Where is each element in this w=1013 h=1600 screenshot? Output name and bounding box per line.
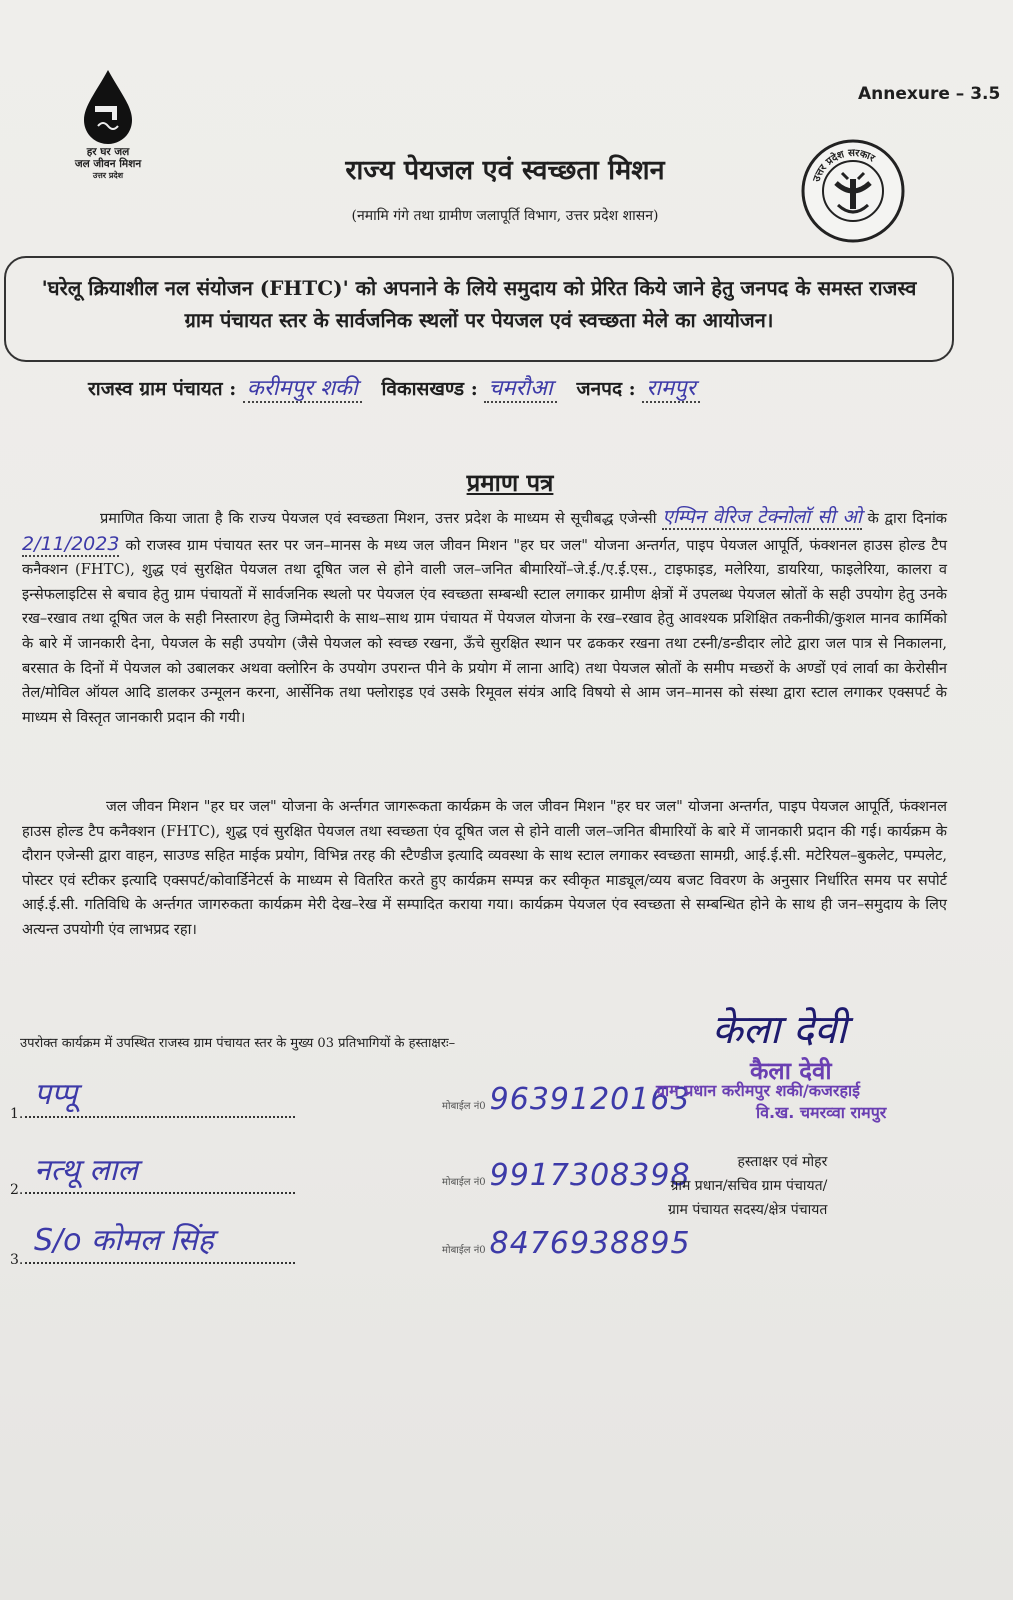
para1-rest: को राजस्व ग्राम पंचायत स्तर पर जन–मानस के मध्य जल जीवन मिशन "हर घर जल" योजना अन्तर्गत, पाइप पेयजल आपूर्ति, फंक्शनल हाउस होल्ड टैप कनैक्शन (FHTC), शुद्ध एवं सुरक्षित पेयजल तथा दूषित जल से होने वाली जल–जनित बीमारियों–जे.ई./ए.ई.एस., टाइफाइड, मलेरिया, डायरिया, फाइलेरिया, कालरा व इन्सेफलाइटिस से बचाव हेतु ग्राम पंचायतों में सार्वजनिक स्थलो पर पेयजल एंव स्वच्छता सम्बन्धी स्टाल लगाकर ग्रामीण क्षेत्रों में उपलब्ध पेयजल स्रोतों के सही उपयोग हेतु उनके रख–रखाव तथा दूषित जल के सही निस्तारण हेतु जिम्मेदारी के साथ–साथ ग्राम पंचायत में पेयजल योजना के रख–रखाव हेतु आवश्यक प्रशिक्षित तकनीकी/कुशल मानव कार्मिको के बारे में जानकारी देना, पेयजल के सही उपयोग (जैसे पेयजल को स्वच्छ रखना, ऊँचे सुरक्षित स्थान पर ढककर रखना तथा टस्नी/डन्डीदार लोटे द्वारा जल पात्र से निकालना, बरसात के दिनों में पेयजल को उबालकर अथवा क्लोरिन के उपयोग उपरान्त पीने के प्रयोग में लाना आदि) तथा पेयजल स्रोतों के समीप मच्छरों के अण्डों एवं लार्वा का केरोसीन तेल/मोविल ऑयल आदि डालकर उन्मूलन करना, आर्सेनिक तथा फ्लोराइड एवं उसके रिमूवल संयंत्र आदि विषयो से आम जन–मानस को संस्था द्वारा स्टाल लगाकर एक्सपर्ट के माध्यम से विस्तृत जानकारी प्रदान की गयी। xyxy=(22,536,947,726)
mobile-value: 8476938895 xyxy=(489,1226,691,1261)
event-date: 2/11/2023 xyxy=(22,532,120,555)
participant-signature-1 xyxy=(10,1077,295,1122)
emblem-text: उत्तर प्रदेश सरकार xyxy=(811,147,877,184)
certificate-paragraph-1 xyxy=(22,505,947,730)
signatory-line-3: ग्राम पंचायत सदस्य/क्षेत्र पंचायत xyxy=(668,1202,828,1218)
event-banner xyxy=(4,256,954,362)
block-value: चमरौआ xyxy=(484,376,556,403)
certificate-heading: प्रमाण पत्र xyxy=(466,468,554,497)
participant-name: पप्पू xyxy=(34,1077,78,1112)
mobile-value: 9639120163 xyxy=(489,1082,691,1117)
block-label: विकासखण्ड : xyxy=(381,378,478,400)
har-ghar-jal-logo xyxy=(58,66,158,186)
participants-note: उपरोक्त कार्यक्रम में उपस्थित राजस्व ग्राम पंचायत स्तर के मुख्य 03 प्रतिभागियों के हस्ताक्षरः– xyxy=(20,1036,456,1051)
participant-name: S/o कोमल सिंह xyxy=(34,1223,214,1258)
mobile-value: 9917308398 xyxy=(489,1158,691,1193)
banner-text: 'घरेलू क्रियाशील नल संयोजन (FHTC)' को अपनाने के लिये समुदाय को प्रेरित किये जाने हेतु जनपद के समस्त राजस्व ग्राम पंचायत स्तर के सार्वजनिक स्थलों पर पेयजल एवं स्वच्छता मेले का आयोजन। xyxy=(41,276,917,332)
district-value: रामपुर xyxy=(642,376,699,403)
participant-name: नत्थू लाल xyxy=(34,1153,138,1188)
logo-caption-2: जल जीवन मिशन xyxy=(74,158,142,170)
signatory-line-1: हस्ताक्षर एवं मोहर xyxy=(737,1154,828,1170)
pradhan-signature: केला देवी xyxy=(712,1007,847,1053)
logo-caption-3: उत्तर प्रदेश xyxy=(92,171,124,180)
district-label: जनपद : xyxy=(576,378,636,400)
signatory-line-2: ग्राम प्रधान/सचिव ग्राम पंचायत/ xyxy=(670,1178,828,1194)
mobile-number-2 xyxy=(442,1158,691,1193)
page-title: राज्य पेयजल एवं स्वच्छता मिशन xyxy=(345,155,665,186)
mobile-number-1 xyxy=(442,1082,691,1117)
participant-signature-2 xyxy=(10,1153,295,1198)
stamp-line-1: ग्राम प्रधान करीमपुर शकी/कजरहाई xyxy=(656,1081,860,1100)
certificate-paragraph-2 xyxy=(22,795,947,943)
annexure-label: Annexure – 3.5 xyxy=(858,84,1001,104)
participant-number: 2. xyxy=(10,1182,24,1198)
location-fields xyxy=(88,372,988,402)
participant-number: 1. xyxy=(10,1106,24,1122)
panchayat-label: राजस्व ग्राम पंचायत : xyxy=(88,378,237,400)
signatory-designation xyxy=(668,1150,827,1222)
water-drop-icon xyxy=(58,66,158,146)
logo-caption-1: हर घर जल xyxy=(86,146,130,158)
page-subtitle: (नमामि गंगे तथा ग्रामीण जलापूर्ति विभाग, उत्तर प्रदेश शासन) xyxy=(351,208,659,224)
para2-text: जल जीवन मिशन "हर घर जल" योजना के अर्न्तगत जागरूकता कार्यक्रम के जल जीवन मिशन "हर घर जल" योजना अन्तर्गत, पाइप पेयजल आपूर्ति, फंक्शनल हाउस होल्ड टैप कनैक्शन (FHTC), शुद्ध एवं सुरक्षित पेयजल तथा स्वच्छता एंव दूषित जल से होने वाली जल–जनित बीमारियों के बारे में जानकारी प्रदान की गई। कार्यक्रम के दौरान एजेन्सी द्वारा वाहन, साउण्ड सहित माईक प्रयोग, विभिन्न तरह की स्टैण्डीज इत्यादि व्यवस्था के साथ स्टाल लगाकर स्वच्छता सामग्री, आई.ई.सी. मटेरियल–बुकलेट, पम्पलेट, पोस्टर एवं स्टीकर इत्यादि एक्सपर्ट/कोवार्डिनेटर्स के माध्यम से वितरित करते हुए कार्यक्रम सम्पन्न कर स्वीकृत माड्यूल/व्यय बजट विवरण के अनुसार निर्धारित समय पर सपोर्ट आई.ई.सी. गतिविधि के अर्न्तगत जागरुकता कार्यक्रम मेरी देख–रेख में सम्पादित कराया गया। कार्यक्रम पेयजल एंव स्वच्छता से सम्बन्धित होने के साथ ही जन–समुदाय के लिए अत्यन्त उपयोगी एंव लाभप्रद रहा। xyxy=(22,798,947,938)
para1-start: प्रमाणित किया जाता है कि राज्य पेयजल एवं स्वच्छता मिशन, उत्तर प्रदेश के माध्यम से सूचीबद्ध एजेन्सी xyxy=(100,510,657,527)
mobile-label: मोबाईल नं0 xyxy=(442,1245,486,1256)
panchayat-value: करीमपुर शकी xyxy=(243,376,362,403)
mobile-label: मोबाईल नं0 xyxy=(442,1177,486,1188)
participant-signature-3 xyxy=(10,1223,295,1268)
agency-name: एम्पिन वेरिज टेक्नोलॉ सी ओ xyxy=(662,506,862,528)
mobile-label: मोबाईल नं0 xyxy=(442,1101,486,1112)
stamp-line-2: वि.ख. चमरव्वा रामपुर xyxy=(756,1103,887,1122)
participant-number: 3. xyxy=(10,1252,24,1268)
para1-by-date: के द्वारा दिनांक xyxy=(867,510,948,527)
mobile-number-3 xyxy=(442,1226,691,1261)
stamp-name: कैला देवी xyxy=(750,1057,832,1085)
official-stamp xyxy=(656,1080,986,1124)
